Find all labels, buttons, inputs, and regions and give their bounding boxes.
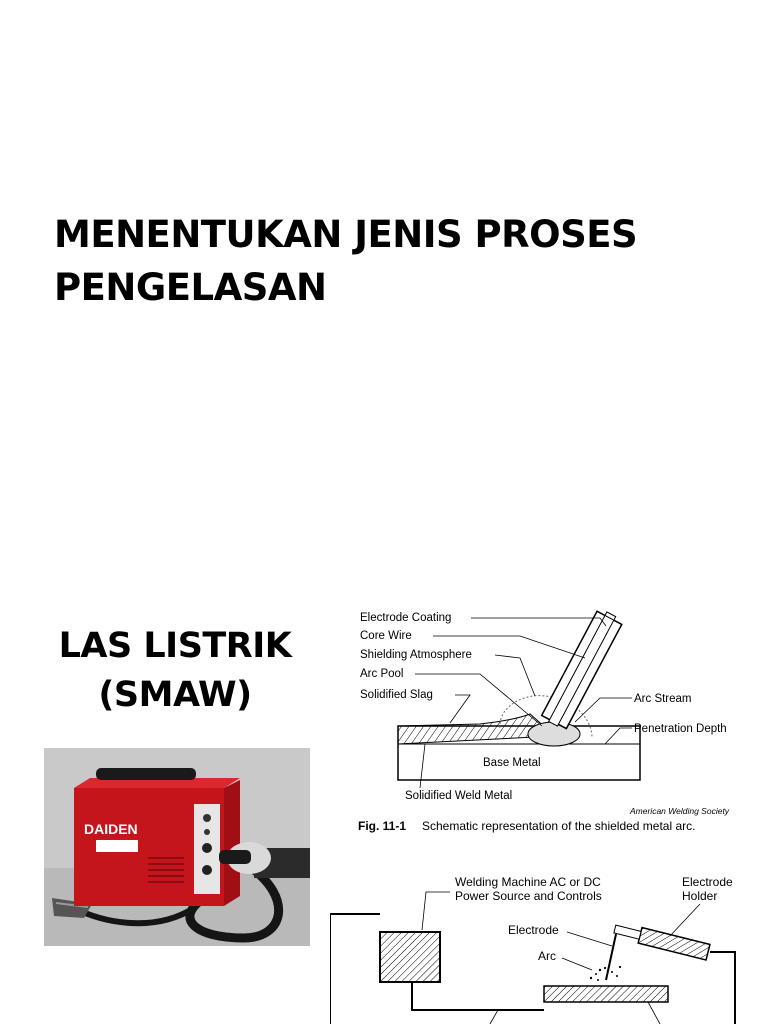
label-arc-stream: Arc Stream — [634, 693, 692, 705]
label-base-metal: Base Metal — [483, 757, 541, 769]
label-shielding-atmosphere: Shielding Atmosphere — [360, 649, 472, 661]
label-core-wire: Core Wire — [360, 630, 412, 642]
section-heading — [40, 622, 310, 720]
label-arc-pool: Arc Pool — [360, 668, 404, 680]
smaw-schematic-figure — [330, 598, 768, 844]
page-title-line1: MENENTUKAN JENIS PROSES — [54, 213, 638, 256]
label-electrode: Electrode — [508, 923, 559, 937]
brand-logo: DAIDEN — [84, 821, 138, 837]
label-solidified-slag: Solidified Slag — [360, 689, 433, 701]
label-machine-line1: Welding Machine AC or DC — [455, 875, 601, 889]
label-solidified-weld-metal: Solidified Weld Metal — [405, 790, 513, 802]
page-title-line2: PENGELASAN — [54, 266, 327, 309]
label-penetration-depth: Penetration Depth — [634, 723, 727, 735]
label-machine-line2: Power Source and Controls — [455, 889, 602, 903]
label-arc: Arc — [538, 949, 556, 963]
welding-machine-photo — [44, 748, 310, 946]
section-heading-line1: LAS LISTRIK — [58, 626, 292, 666]
section-heading-line2: (SMAW) — [98, 675, 252, 715]
label-holder-line2: Holder — [682, 889, 718, 903]
label-holder-line1: Electrode — [682, 875, 733, 889]
welding-circuit-figure — [330, 862, 768, 1024]
figure-credit: American Welding Society — [630, 806, 730, 816]
figure-caption-number: Fig. 11-1 — [358, 819, 407, 833]
figure-caption-text: Schematic representation of the shielded metal arc. — [422, 819, 696, 833]
label-electrode-coating: Electrode Coating — [360, 612, 452, 624]
page-title — [54, 208, 734, 314]
